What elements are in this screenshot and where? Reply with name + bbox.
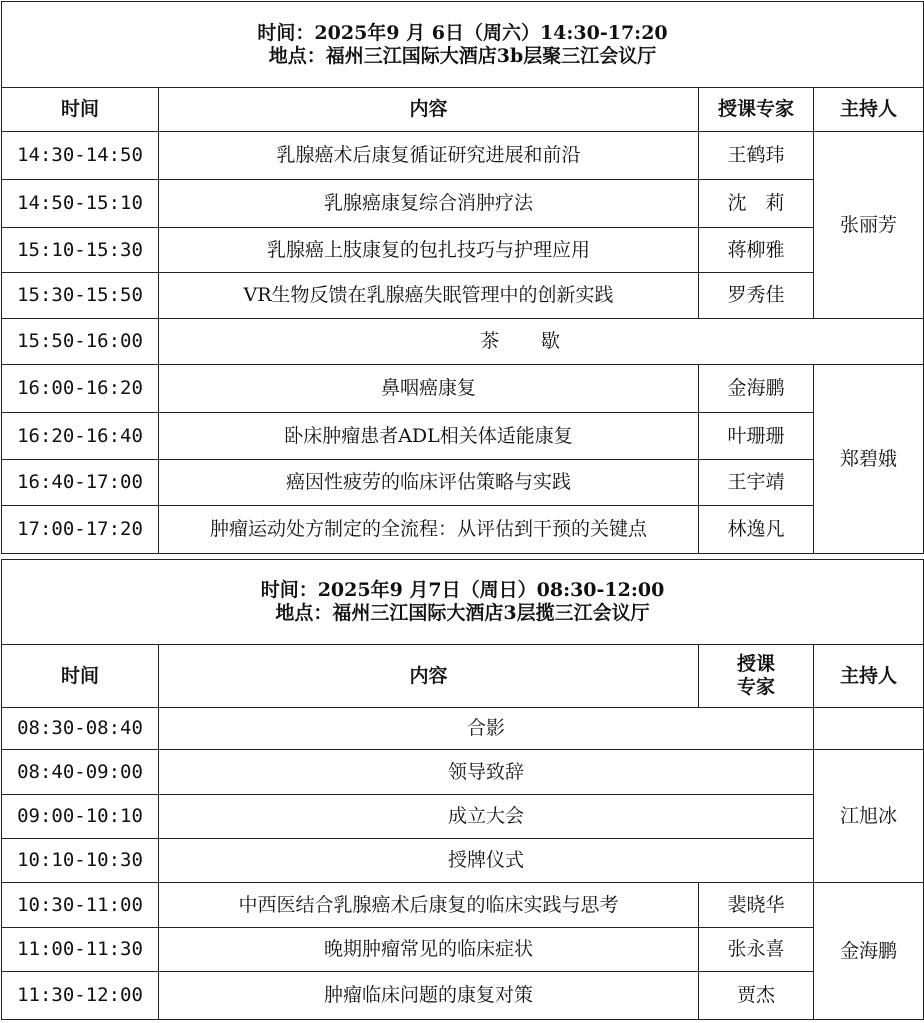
row-content: 中西医结合乳腺癌术后康复的临床实践与思考 (159, 883, 699, 928)
row-content: 肿瘤运动处方制定的全流程：从评估到干预的关键点 (159, 506, 699, 554)
row-content: 鼻咽癌康复 (159, 365, 699, 413)
row-expert: 张永喜 (699, 928, 814, 972)
row-time: 14:30-14:50 (2, 132, 159, 180)
table-row (2, 180, 924, 228)
tea-break-cell (159, 319, 924, 365)
row-expert: 裴晓华 (699, 883, 814, 928)
column-header-host: 主持人 (814, 645, 924, 708)
column-header-host: 主持人 (814, 88, 924, 132)
table-row (2, 506, 924, 554)
column-header-time: 时间 (2, 88, 159, 132)
schedule-table-day2 (1, 559, 924, 1020)
row-time: 10:10-10:30 (2, 839, 159, 883)
host-cell: 张丽芳 (814, 132, 924, 319)
row-time: 15:50-16:00 (2, 319, 159, 365)
row-time: 15:30-15:50 (2, 273, 159, 319)
row-expert: 沈 莉 (699, 180, 814, 228)
session-time: 时间：2025年9 月7日（周日）08:30-12:00 (260, 579, 665, 602)
table-row (2, 972, 924, 1020)
row-time: 11:00-11:30 (2, 928, 159, 972)
table-row (2, 319, 924, 365)
row-time: 16:00-16:20 (2, 365, 159, 413)
table-row (2, 839, 924, 883)
table-row (2, 413, 924, 460)
row-expert: 罗秀佳 (699, 273, 814, 319)
row-time: 17:00-17:20 (2, 506, 159, 554)
column-header-time: 时间 (2, 645, 159, 708)
schedule-table-day1 (1, 1, 924, 554)
row-content: 晚期肿瘤常见的临床症状 (159, 928, 699, 972)
row-expert: 林逸凡 (699, 506, 814, 554)
table-row (2, 273, 924, 319)
row-expert: 金海鹏 (699, 365, 814, 413)
host-cell: 郑碧娥 (814, 365, 924, 554)
table-row (2, 460, 924, 506)
column-header-expert: 授课专家 (699, 88, 814, 132)
row-time: 10:30-11:00 (2, 883, 159, 928)
column-header-expert-line2: 专家 (736, 676, 775, 698)
session-venue: 地点：福州三江国际大酒店3层揽三江会议厅 (275, 602, 650, 624)
row-content: 卧床肿瘤患者ADL相关体适能康复 (159, 413, 699, 460)
host-cell: 金海鹏 (814, 883, 924, 1020)
row-expert: 叶珊珊 (699, 413, 814, 460)
row-content: 乳腺癌上肢康复的包扎技巧与护理应用 (159, 228, 699, 273)
column-header-expert-line1: 授课 (736, 653, 775, 676)
host-cell: 江旭冰 (814, 750, 924, 883)
session-header-day2 (2, 560, 924, 645)
table-row (2, 708, 924, 750)
table-row (2, 132, 924, 180)
row-content: 成立大会 (159, 795, 814, 839)
column-header-content: 内容 (159, 88, 699, 132)
row-expert: 王鹤玮 (699, 132, 814, 180)
host-cell-empty (814, 708, 924, 750)
row-expert: 贾杰 (699, 972, 814, 1020)
row-content: 乳腺癌术后康复循证研究进展和前沿 (159, 132, 699, 180)
row-content: 癌因性疲劳的临床评估策略与实践 (159, 460, 699, 506)
row-content: 授牌仪式 (159, 839, 814, 883)
row-content: 乳腺癌康复综合消肿疗法 (159, 180, 699, 228)
column-header-content: 内容 (159, 645, 699, 708)
row-content: 肿瘤临床问题的康复对策 (159, 972, 699, 1020)
row-time: 14:50-15:10 (2, 180, 159, 228)
row-time: 11:30-12:00 (2, 972, 159, 1020)
row-time: 16:40-17:00 (2, 460, 159, 506)
row-content: 合影 (159, 708, 814, 750)
table-row (2, 365, 924, 413)
column-header-expert (699, 645, 814, 708)
table-row (2, 750, 924, 795)
row-time: 09:00-10:10 (2, 795, 159, 839)
session-time: 时间：2025年9 月 6日（周六）14:30-17:20 (257, 21, 668, 44)
session-venue: 地点：福州三江国际大酒店3b层聚三江会议厅 (268, 44, 657, 67)
row-content: VR生物反馈在乳腺癌失眠管理中的创新实践 (159, 273, 699, 319)
row-time: 08:40-09:00 (2, 750, 159, 795)
table-row (2, 883, 924, 928)
session-header-day1 (2, 2, 924, 88)
table-row (2, 228, 924, 273)
row-time: 08:30-08:40 (2, 708, 159, 750)
row-expert: 蒋柳雅 (699, 228, 814, 273)
row-content: 领导致辞 (159, 750, 814, 795)
row-time: 16:20-16:40 (2, 413, 159, 460)
tea-break-label: 茶歇 (480, 330, 602, 353)
row-expert: 王宇靖 (699, 460, 814, 506)
row-time: 15:10-15:30 (2, 228, 159, 273)
table-row (2, 795, 924, 839)
table-row (2, 928, 924, 972)
